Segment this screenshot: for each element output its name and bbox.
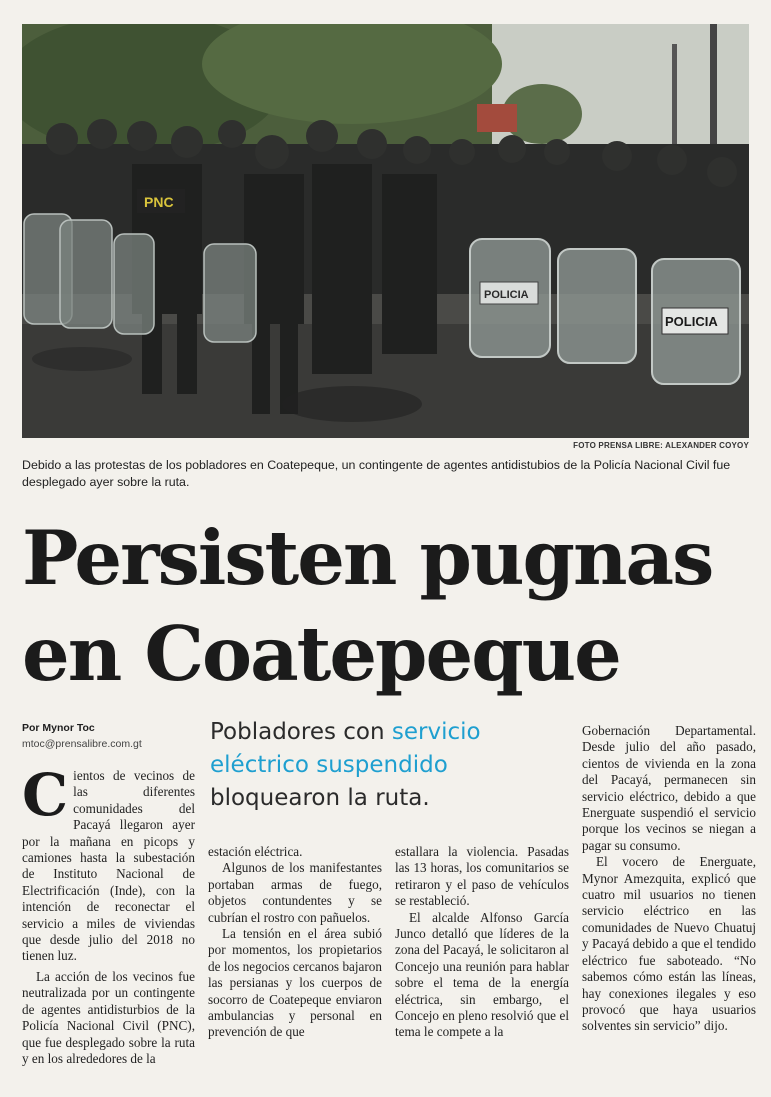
paragraph: La acción de los vecinos fue neutralizada por un contingente de agentes antidisturbios de la Policía Nacional Civil (PNC), que fue desplegado sobre la ruta y en los alrededores de la bbox=[22, 968, 195, 1066]
deck-part-1: Pobladores con bbox=[210, 719, 392, 745]
deck-highlight: servicio eléctrico suspendido bbox=[210, 719, 481, 778]
article-column-4 bbox=[582, 723, 756, 1035]
deck-part-2: bloquearon la ruta. bbox=[210, 785, 430, 811]
drop-cap: C bbox=[22, 761, 69, 829]
headline bbox=[22, 510, 762, 702]
author-email[interactable]: mtoc@prensalibre.com.gt bbox=[22, 738, 142, 750]
photo-caption: Debido a las protestas de los pobladores en Coatepeque, un contingente de agentes antidistubios de la Policía Nacional Civil fue desplegado ayer sobre la ruta. bbox=[22, 458, 731, 489]
author-name: Por Mynor Toc bbox=[22, 722, 95, 734]
paragraph: Algunos de los manifestantes portaban armas de fuego, objetos contundentes y se cubrían el rostro con pañuelos. bbox=[208, 860, 382, 925]
paragraph: El alcalde Alfonso García Junco detalló que líderes de la zona del Pacayá, le solicitaron al Concejo una reunión para hablar sobre el tema de la energía eléctrica, sin embargo, el Concejo en pleno resolvió que el tema le compete a la bbox=[395, 909, 569, 1040]
photo-credit: FOTO PRENSA LIBRE: ALEXANDER COYOY bbox=[573, 441, 749, 450]
paragraph: estación eléctrica. bbox=[208, 844, 303, 859]
article-column-1 bbox=[22, 761, 195, 1067]
shield-label-left: POLICIA bbox=[484, 289, 529, 301]
subheadline bbox=[210, 716, 570, 815]
article-column-3 bbox=[395, 844, 569, 1041]
article-column-2 bbox=[208, 844, 382, 1041]
headline-line-2: en Coatepeque bbox=[22, 610, 620, 698]
paragraph: estallara la violencia. Pasadas las 13 horas, los comunitarios se retiraron y el paso de vehículos se restableció. bbox=[395, 844, 569, 909]
pnc-vest-label: PNC bbox=[144, 194, 174, 210]
headline-line-1: Persisten pugnas bbox=[22, 514, 713, 602]
paragraph: La tensión en el área subió por momentos, los propietarios de los negocios cercanos bajaron las persianas y los cuerpos de socorro de Coatepeque enviaron ambulancias y personal en prevención de que bbox=[208, 926, 382, 1040]
paragraph: Gobernación Departamental. Desde julio del año pasado, cientos de vivienda en la zona del Pacayá, permanecen sin servicio eléctrico, debido a que Energuate suspendió el servicio porque los vecinos se niegan a pagar su consumo. bbox=[582, 723, 756, 853]
news-photo bbox=[22, 24, 749, 438]
paragraph: El vocero de Energuate, Mynor Amezquita, explicó que cuatro mil usuarios no tienen servicio eléctrico en las comunidades de Nuevo Chuatuj y Pacayá debido a que el tendido eléctrico fue saboteado. “No sabemos cómo están las líneas, hay conexiones ilegales y eso provocó que haya usuarios solventes sin servicio” dijo. bbox=[582, 854, 756, 1034]
paragraph-text: ientos de vecinos de las diferentes comunidades del Pacayá llegaron ayer por la mañana en picops y camiones hasta la subestación de Instituto Nacional de Electrificación (Inde), con la intención de reconectar el servicio a miles de viviendas que desde julio del 2018 no tienen luz. bbox=[22, 768, 195, 964]
byline bbox=[22, 722, 202, 750]
paragraph bbox=[22, 761, 195, 965]
shield-label-right: POLICIA bbox=[665, 314, 718, 329]
